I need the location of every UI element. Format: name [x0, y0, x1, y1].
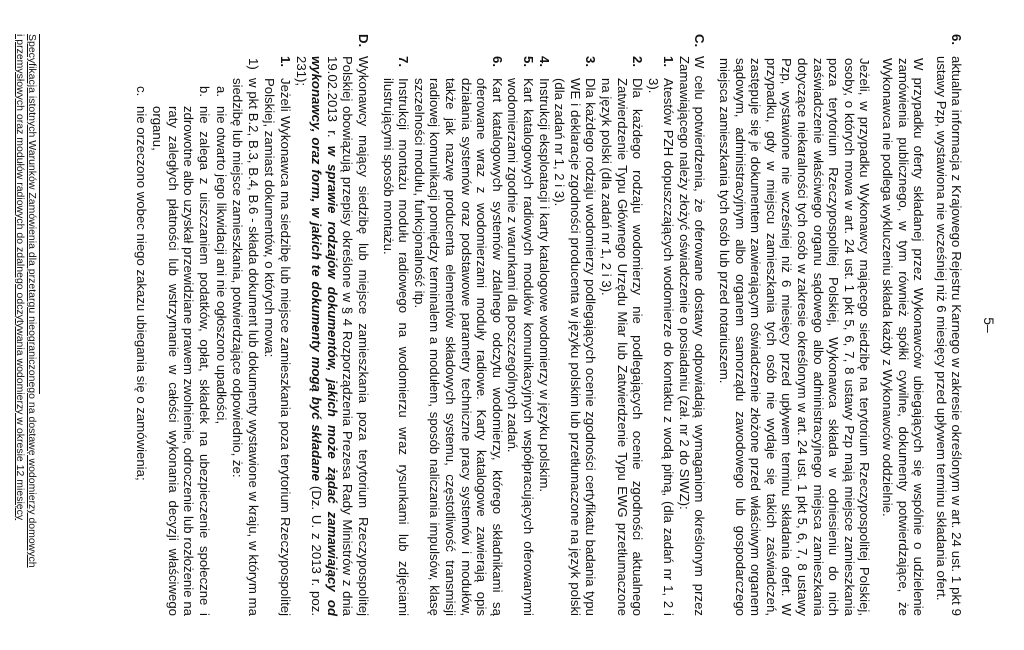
page-number: 5–: [981, 317, 997, 333]
list-item: [598, 56, 645, 616]
item-text: Atestów PZH dopuszczających wodomierze do kontaktu z wodą pitną, (dla zadań nr 1, 2 i 3).: [645, 78, 677, 616]
paragraph-consortium: W przypadku oferty składanej przez Wykonawców ubiegających się wspólnie o udzielenie zamówienia publicznego, w tym również spółki cywilne, dokumenty potwierdzające, że Wykonawca nie podlega wykluczeniu składa każdy z Wykonawców oddzielnie.: [880, 58, 927, 616]
item-number: 6.: [949, 34, 965, 45]
list-item-6: [933, 34, 964, 616]
item-text: aktualna informacja z Krajowego Rejestru Karnego w zakresie określonym w art. 24 ust. 1 pkt 9 ustawy Pzp, wystawiona nie wcześniej niż 6 miesięcy przed upływem terminu składania ofert.: [933, 56, 965, 616]
item-text: Instrukcji montażu modułu radiowego na wodomierzu wraz rysunkami lub zdjęciami ilustrującymi sposób montażu.: [380, 78, 412, 616]
section-d-list: [262, 34, 293, 616]
item-text: Jeżeli Wykonawca ma siedzibę lub miejsce zamieszkania poza terytorium Rzeczypospolitej Polskiej, zamiast dokumentów, o których mowa:: [262, 78, 294, 616]
item-text: Kart katalogowych radiowych modułów komunikacyjnych współpracujących oferowanymi wodomierzami zgodnie z warunkami dla poszczególnych zadań.: [505, 78, 536, 616]
item-number: 2.: [630, 56, 646, 67]
item-text: Dla każdego rodzaju wodomierzy nie podlegających ocenie zgodności aktualnego Zatwierdzenie Typu Głównego Urzędu Miar lub Zatwierdzenie Typu EWG przetłumaczone na język polski (dla zadań nr 1, 2 i 3).: [598, 78, 646, 616]
letter-label: b.: [197, 86, 213, 97]
paragraph-foreign-residence: Jeżeli, w przypadku Wykonawcy mającego siedzibę na terytorium Rzeczypospolitej Polskiej, osoby, o których mowa w art. 24 ust. 1 pkt 5, 6, 7, 8 ustawy Pzp mają miejsce zamieszkania poza terytorium Rzeczypospolitej Polskiej, Wykonawca składa w odniesieniu do nich zaświadczenie właściwego organu sądowego albo administracyjnego miejsca zamieszkania dotyczące niekaralności tych osób w zakresie określonym w art. 24 ust. 1 pkt 5, 6, 7, 8 ustawy Pzp, wystawione nie wcześniej niż 6 miesięcy przed upływem terminu składania ofert. W przypadku, gdy w miejscu zamieszkania tych osób nie wydaje się takich zaświadczeń, zastępuje się je dokumentem zawierającym oświadczenie złożone przed właściwym organem sądowym, administracyjnym albo organem samorządu zawodowego lub gospodarczego miejsca zamieszkania tych osób lub przed notariuszem.: [717, 58, 873, 616]
letter-item-a: [213, 86, 229, 616]
page-footer: [14, 34, 40, 616]
list-item: [645, 56, 676, 616]
letter-text: nie zalega z uiszczaniem podatków, opłat, składek na ubezpieczenie społeczne i zdrowotne albo uzyskał przewidziane prawem zwolnienie, odroczenie lub rozłożenie na raty zaległych płatności lub wstrzymanie w całości wykonania decyzji właściwego organu,: [150, 106, 213, 616]
list-item: [262, 56, 293, 616]
section-d-citation: (Dz. U. z 2013 r. poz. 231);: [293, 56, 325, 616]
item-text: Dla każdego rodzaju wodomierzy podlegających ocenie zgodności certyfikatu badania typu WE i deklaracje zgodności producenta w języku polskim lub przetłumaczone na język polski (dla zadań nr 1, 2 i 3).: [552, 78, 599, 616]
footer-rule: [39, 34, 40, 394]
footer-line-1: Specyfikacja istotnych Warunków Zamówienia dla przetargu nieograniczonego na dostawę wodomierzy domowych: [26, 34, 38, 568]
letter-text: nie otwarto jego likwidacji ani nie ogłoszono upadłości,: [213, 106, 229, 425]
section-text: [293, 56, 371, 616]
section-c-list: [380, 34, 676, 616]
section-letter: D.: [356, 34, 372, 48]
item-number: 3.: [583, 56, 599, 67]
letter-item-c: [133, 86, 149, 616]
list-item: [505, 56, 536, 616]
sub-item: [230, 58, 261, 616]
list-item: [411, 56, 505, 616]
section-letter: C.: [692, 34, 708, 48]
sub-item-number: 1): [245, 58, 261, 70]
footer-line-2: i przemysłowych oraz modułów radiowych do zdalnego odczytywania wodomierzy w okresie 12 miesięcy: [14, 34, 27, 521]
item-number: 5.: [520, 56, 536, 67]
section-text: W celu potwierdzenia, że oferowane dostawy odpowiadają wymaganiom określonym przez Zamawiającego należy złożyć oświadczenie o posiadaniu (zał. nr 2 do SIWZ):: [676, 56, 708, 616]
list-item: [536, 56, 552, 616]
section-d: [293, 34, 371, 616]
section-c: [676, 34, 707, 616]
item-text: Instrukcji eksploatacji i karty katalogowe wodomierzy w języku polskim.: [536, 78, 552, 493]
item-number: 6.: [489, 56, 505, 67]
letter-label: a.: [213, 86, 229, 97]
item-number: 1.: [661, 56, 677, 67]
section-d-text: Wykonawcy mający siedzibę lub miejsce zamieszkania poza terytorium Rzeczypospolitej Polskiej obowiązują przepisy określone w § 4 Rozporządzenia Prezesa Rady Ministrów z dnia 19.02.2013 r.: [324, 56, 372, 616]
letter-label: c.: [133, 86, 149, 97]
item-text: Kart katalogowych systemów zdalnego odczytu wodomierzy, którego składnikami są oferowane wraz z wodomierzami moduły radiowe. Karty katalogowe zawierają opis działania systemów oraz podstawowe parametry techniczne pracy systemów i modułów, także jak nazwę producenta elementów składowych systemu, częstotliwość transmisji radiowej komunikacji pomiędzy terminalem a modułem, sposób naliczania impulsów, klasę szczelności modułu, funkcjonalność itp.: [411, 78, 505, 616]
letter-item-b: [150, 86, 212, 616]
letter-text: nie orzeczono wobec niego zakazu ubiegania się o zamówienia;: [133, 106, 149, 481]
list-item: [380, 56, 411, 616]
item-number: 1.: [278, 56, 294, 67]
regulation-title: w sprawie rodzajów dokumentów, jakich może żądać zamawiający od wykonawcy, oraz form, w jakich te dokumenty mogą być składane: [309, 56, 340, 616]
list-item: [552, 56, 599, 616]
item-number: 7.: [396, 56, 412, 67]
item-number: 4.: [536, 56, 552, 67]
sub-item-text: w pkt B.2, B.3, B.4, B.6 - składa dokument lub dokumenty wystawione w kraju, w którym ma siedzibę lub miejsce zamieszkania, potwierdzające odpowiednio, że:: [230, 78, 261, 616]
